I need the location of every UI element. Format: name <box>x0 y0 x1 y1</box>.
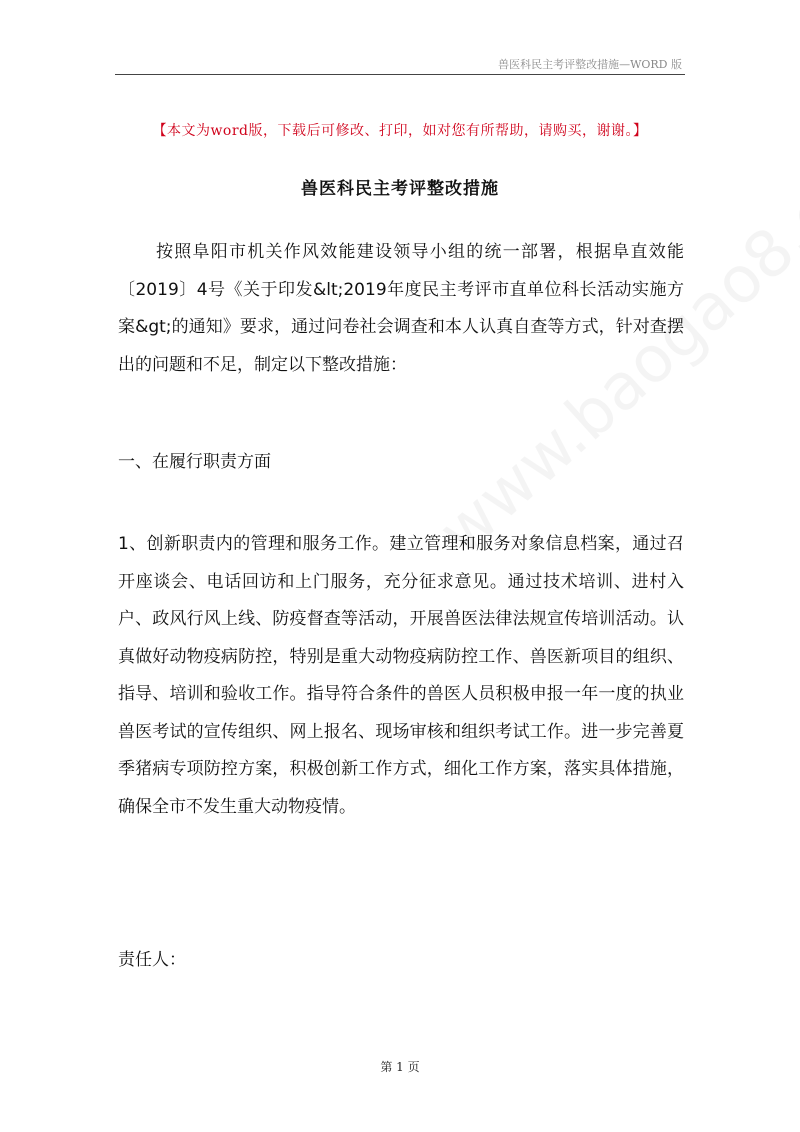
intro-paragraph: 按照阜阳市机关作风效能建设领导小组的统一部署，根据阜直效能〔2019〕4号《关于印发&lt;2019年度民主考评市直单位科长活动实施方案&gt;的通知》要求，通过问卷社会调查和本人认真自查等方式，针对查摆出的问题和不足，制定以下整改措施： <box>118 242 684 375</box>
running-header: 兽医科民主考评整改措施—WORD 版 <box>498 58 682 71</box>
purchase-notice: 【本文为word版，下载后可修改、打印，如对您有所帮助，请购买，谢谢。】 <box>152 123 648 139</box>
responsible-label: 责任人： <box>118 950 186 970</box>
page-number: 第 1 页 <box>380 1060 420 1074</box>
header-divider <box>115 74 685 75</box>
section-heading: 一、在履行职责方面 <box>118 452 271 472</box>
item-paragraph: 1、创新职责内的管理和服务工作。建立管理和服务对象信息档案，通过召开座谈会、电话回访和上门服务，充分征求意见。通过技术培训、进村入户、政风行风上线、防疫督查等活动，开展兽医法律法规宣传培训活动。认真做好动物疫病防控，特别是重大动物疫病防控工作、兽医新项目的组织、指导、培训和验收工作。指导符合条件的兽医人员积极申报一年一度的执业兽医考试的宣传组织、网上报名、现场审核和组织考试工作。进一步完善夏季猪病专项防控方案，积极创新工作方式，细化工作方案，落实具体措施，确保全市不发生重大动物疫情。 <box>118 534 684 817</box>
document-title: 兽医科民主考评整改措施 <box>301 179 499 199</box>
